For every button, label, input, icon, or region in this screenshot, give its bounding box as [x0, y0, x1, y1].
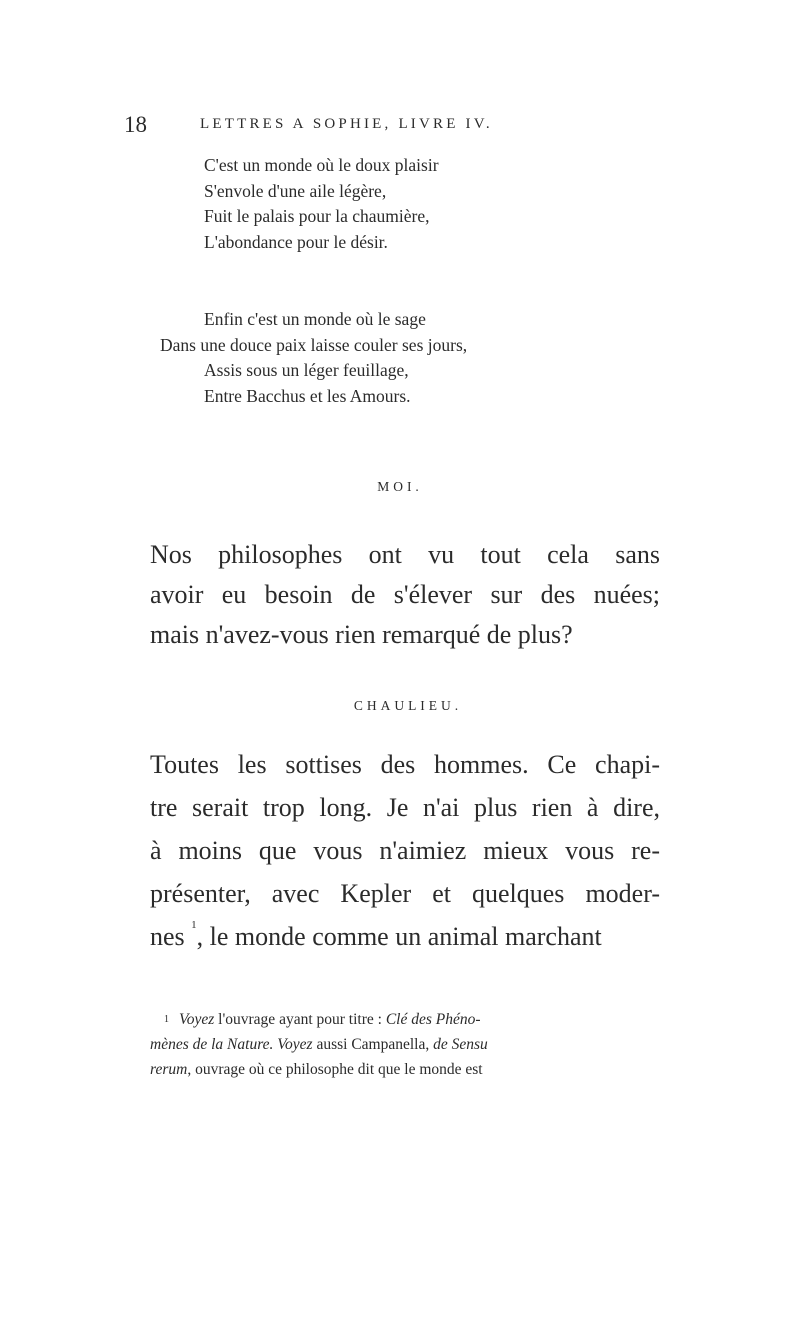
verse-stanza-2	[160, 307, 468, 409]
verse-line: S'envole d'une aile légère,	[204, 180, 387, 201]
footnote-italic: de Sensu	[433, 1036, 488, 1053]
footnote-line	[150, 1032, 658, 1057]
page-number: 18	[124, 112, 147, 137]
footnote-italic: Clé des Phéno-	[385, 1011, 481, 1028]
footnote-italic: mènes de la Nature. Voyez	[150, 1036, 313, 1053]
verse-line: Assis sous un léger feuillage,	[204, 360, 409, 380]
footnote-reference[interactable]: 1	[191, 919, 197, 931]
running-title: LETTRES A SOPHIE, LIVRE IV.	[200, 116, 493, 132]
verse-line: L'abondance pour le désir.	[204, 231, 388, 252]
footnote-text: l'ouvrage ayant pour titre :	[214, 1011, 386, 1028]
verse-line: Dans une douce paix laisse couler ses jours,	[160, 334, 468, 355]
verse-stanza-1	[204, 153, 439, 255]
running-head	[0, 112, 800, 142]
verse-line: Fuit le palais pour la chaumière,	[204, 206, 430, 226]
footnote-italic: Voyez	[179, 1011, 215, 1028]
speaker-heading-chaulieu: CHAULIEU.	[353, 698, 463, 713]
footnote-line	[150, 1057, 658, 1082]
paragraph-text: , le monde comme un animal marchant	[196, 922, 602, 951]
speaker-heading-moi: MOI.	[377, 479, 423, 494]
footnote-marker: 1	[164, 1014, 169, 1025]
footnote-text: aussi Campanella,	[312, 1036, 434, 1053]
paragraph-text: nes	[150, 922, 185, 951]
footnote	[150, 1007, 658, 1082]
verse-line: C'est un monde où le doux plaisir	[204, 155, 439, 175]
verse-line: Enfin c'est un monde où le sage	[204, 309, 426, 329]
book-page: 18 LETTRES A SOPHIE, LIVRE IV. C'est un monde où le doux plaisir S'envole d'une aile légère, Fuit le palais pour la chaumière, L'abondance pour le désir. Enfin c'est un monde où le sage Dans une douce paix laisse couler ses jours, Assis sous un léger feuillage, Entre Bacchus et les Amours. MOI. Nos philosophes ont vu tout cela sans avoir eu besoin de s'élever sur des nuées; mais n'avez-vous rien remarqué de plus? CHAULIEU. Toutes les sottises des hommes. Ce chapi- tre serait trop long. Je n'ai plus rien à dire, à moins que vous n'aimiez mieux vous re- présenter, avec Kepler et quelques moder- nes $^1$, le monde comme un animal marchant $^1$ Voyez l'ouvrage ayant pour titre : Clé des Phéno- mènes de la Nature. Voyez aussi Campanella, de Sensu rerum, ouvrage où ce philosophe dit que le monde est	[0, 0, 800, 1324]
verse-line: Entre Bacchus et les Amours.	[204, 385, 411, 406]
footnote-line	[164, 1007, 658, 1032]
footnote-text: , ouvrage où ce philosophe dit que le monde est	[187, 1061, 483, 1078]
footnote-italic: rerum	[150, 1061, 188, 1078]
